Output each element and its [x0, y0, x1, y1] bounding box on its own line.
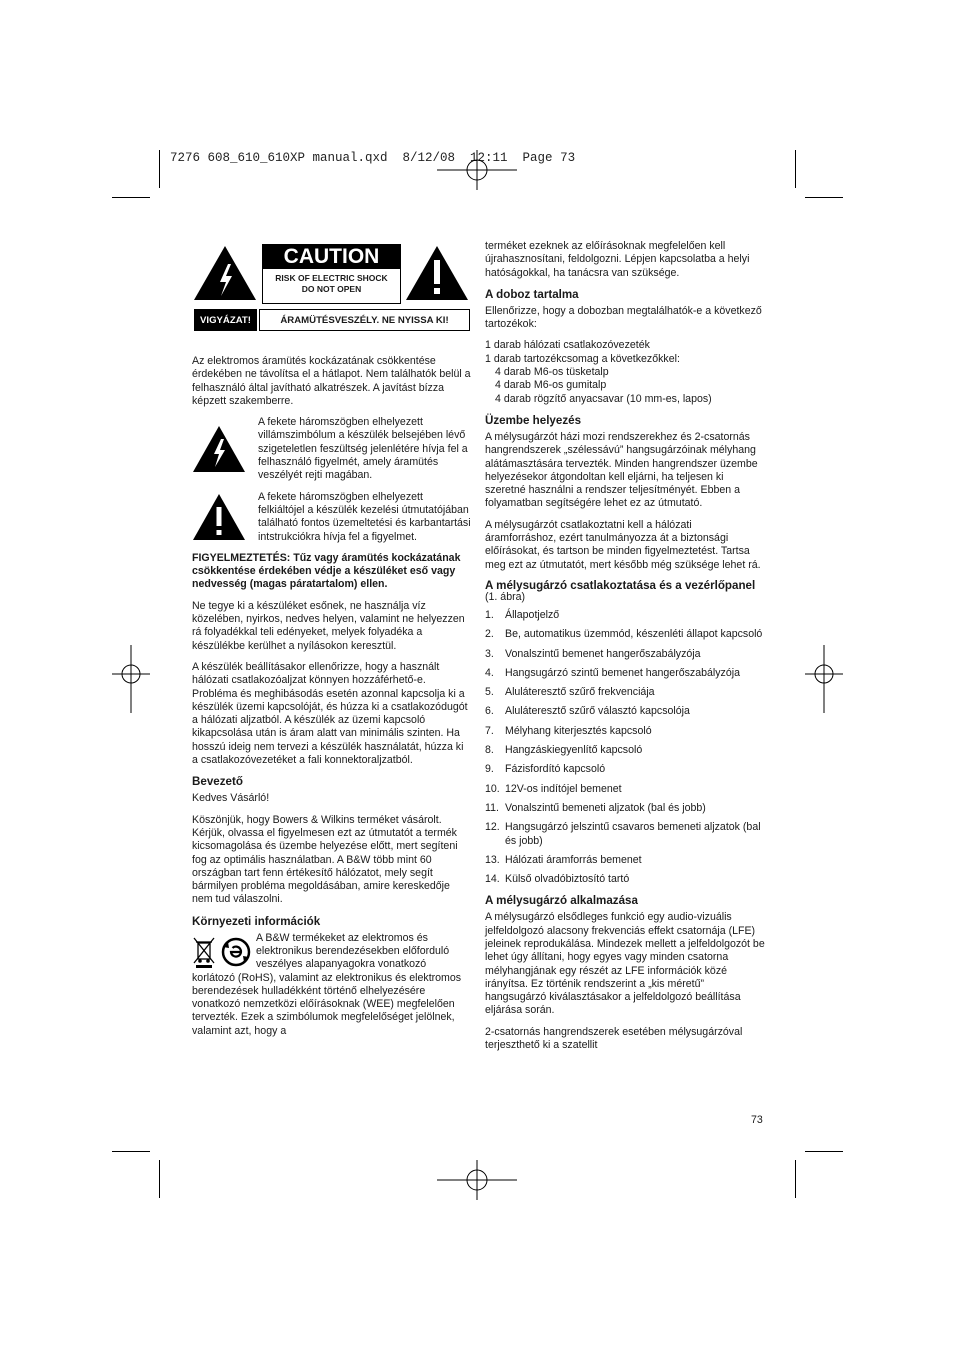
panel-figure-ref: (1. ábra): [485, 590, 526, 603]
list-item: 14. Külső olvadóbiztosító tartó: [485, 873, 630, 886]
list-item: 1. Állapotjelző: [485, 608, 560, 621]
exclamation-triangle-icon: [192, 493, 246, 541]
list-item: 4. Hangsugárzó szintű bemenet hangerőszabályzója: [485, 666, 740, 679]
list-item: 9. Fázisfordító kapcsoló: [485, 763, 606, 776]
setup-heading: Üzembe helyezés: [485, 413, 582, 427]
environment-section: [192, 932, 472, 1038]
registration-mark-bottom: [437, 1160, 517, 1200]
box-item: 1 darab hálózati csatlakozóvezeték: [485, 339, 650, 352]
list-item: 7. Mélyhang kiterjesztés kapcsoló: [485, 724, 652, 737]
greeting: Kedves Vásárló!: [192, 792, 270, 805]
list-item: 5. Aluláteresztő szűrő frekvenciája: [485, 686, 655, 699]
box-intro: Ellenőrizze, hogy a dobozban megtalálhatók-e a következő tartozékok:: [485, 304, 762, 331]
environment-continued: terméket ezeknek az előírásoknak megfelelően kell újrahasznosítani, feldolgozni. Lépjen kapcsolatba a helyi hatóságokkal, ha tanácsra van szüksége.: [485, 240, 750, 279]
lightning-explanation-text: A fekete háromszögben elhelyezett villámszimbólum a készülék belsejében lévő szigeteletlen feszültség jelenlétére hívja fel a felhasználó figyelmét, amely áramütés veszélyét rejti magában.: [258, 416, 468, 482]
water-warning: Ne tegye ki a készüléket esőnek, ne használja víz közelében, nyirkos, nedves helyen, valamint ne helyezzen rá folyadékkal teli edényeket, melyek folyadéka a készülékbe kerülhet a nyílásokon keresztül.: [192, 599, 465, 652]
list-item: 12. Hangsugárzó jelszintű csavaros bemeneti aljzatok (bal és jobb): [485, 821, 761, 847]
usage-heading: A mélysugárzó alkalmazása: [485, 894, 638, 908]
list-item: 11. Vonalszintű bemeneti aljzatok (bal és jobb): [485, 801, 706, 814]
exclamation-warning-icon: [404, 244, 470, 302]
usage-paragraph-1: A mélysugárzó elsődleges funkció egy audio-vizuális jelfeldolgozó alacsony frekvenciás effekt csatornája (LFE) jeleinek reprodukálása. Mindezek mellett a jelfeldolgozót be lehet úgy állítani, hogy egyes vagy minden csatorna mélyhangjának egy részét az LFE információk közé irányítsa. Ez történik rendszerint a „kis méretű” hangsugárzó kiválasztásakor a jelfeldolgozó beállítása eljárása során.: [485, 911, 765, 1017]
caution-label: [262, 244, 401, 304]
box-contents-heading: A doboz tartalma: [485, 287, 579, 301]
usage-paragraph-2: 2-csatornás hangrendszerek esetében mélysugárzóval terjeszthető ki a szatellit: [485, 1025, 743, 1052]
intro-heading: Bevezető: [192, 775, 243, 789]
environment-heading: Környezeti információk: [192, 914, 321, 928]
box-item: 4 darab M6-os gumitalp: [495, 379, 607, 392]
list-item: 10. 12V-os indítójel bemenet: [485, 782, 622, 795]
box-contents-list: [485, 339, 765, 405]
safety-intro: Az elektromos áramütés kockázatának csökkentése érdekében ne távolítsa el a hátlapot. Nem találhatók belül a felhasználó által javítható alkatrészek. A javítást bízza képzett szakemberre.: [192, 355, 471, 407]
list-item: 13. Hálózati áramforrás bemenet: [485, 853, 642, 866]
exclamation-explanation-text: A fekete háromszögben elhelyezett felkiáltójel a készülék kezelési útmutatójában található fontos üzemeltetési és karbantartási intstrukciókra hívja fel a figyelmet.: [258, 490, 471, 543]
caution-line-1: RISK OF ELECTRIC SHOCK: [275, 273, 388, 283]
exclamation-explanation: [192, 491, 472, 544]
recycling-e-icon: [220, 936, 252, 968]
left-column: [192, 355, 472, 1038]
thanks-paragraph: Köszönjük, hogy Bowers & Wilkins terméket vásárolt. Kérjük, olvassa el figyelmesen ezt az útmutatót a termék kicsomagolása és üzembe helyezése előtt, mert segíteni fog az optimális használatban. A B&W több mint 60 országban tart fenn értékesítő hálózatot, mely segít bármilyen probléma megoldásában, amire kereskedője nem tud válaszolni.: [192, 813, 458, 906]
list-item: 6. Aluláteresztő szűrő választó kapcsolója: [485, 705, 690, 718]
list-item: 3. Vonalszintű bemenet hangerőszabályzója: [485, 647, 701, 660]
page-number: 73: [751, 1114, 763, 1126]
setup-paragraph-1: A mélysugárzót házi mozi rendszerekhez és 2-csatornás hangrendszerek „szélessávú” hangsugárzóinak mélyhang alátámasztására tervezték. Minden hangrendszer üzembe helyezésekor átgondoltan kell eljárni, ha teljesen ki szeretné használni a rendszer teljesítményét. Ebben a folyamatban segítségére lehet ez az útmutató.: [485, 430, 758, 510]
caution-title: CAUTION: [263, 245, 400, 269]
right-column: [485, 240, 765, 1060]
registration-mark-top: [437, 150, 517, 190]
panel-list: [485, 609, 765, 886]
install-warning: A készülék beállításakor ellenőrizze, hogy a használt hálózati csatlakozóaljzat könnyen hozzáférhető-e. Probléma és meghibásodás esetén azonnal kapcsolja ki a készülék üzemi kapcsolóját, és húzza ki a csatlakozódugót a hálózati aljzatból. A készülék az üzemi kapcsoló kikapcsolása után is áram alatt van minimális szinten. Ha hosszú ideig nem tervezi a készülék használatát, húzza ki a csatlakozóvezetéket a fali konnektoraljzatból.: [192, 660, 468, 767]
lightning-explanation: [192, 416, 472, 482]
panel-heading-text: A mélysugárzó csatlakoztatása és a vezérlőpanel: [485, 578, 756, 592]
file-slug: 7276 608_610_610XP manual.qxd 8/12/08 12:11 Page 73: [170, 151, 576, 165]
fire-warning: FIGYELMEZTETÉS: Tűz vagy áramütés kockázatának csökkentése érdekében védje a készüléket eső vagy nedvesség (magas páratartalom) ellen.: [192, 551, 461, 591]
environment-text: A B&W termékeket az elektromos és elektronikus berendezésekben előforduló veszélyes alapanyagokra vonatkozó korlátozó (RoHS), valamint az elektronikus és elektromos berendezések hulladékként történő elhelyezésére vonatkozó nemzetközi előírásoknak (WEE) megfelelően tervezték. Ezek a szimbólumok megfelelőséget jelölnek, valamint azt, hogy a: [192, 931, 462, 1037]
caution-hungarian-bar: [194, 309, 470, 331]
weee-bin-icon: [192, 935, 216, 969]
box-item: 1 darab tartozékcsomag a következőkkel:: [485, 352, 680, 365]
box-item: 4 darab rögzítő anyacsavar (10 mm-es, lapos): [495, 392, 712, 405]
vigyazat-label: VIGYÁZAT!: [194, 309, 257, 331]
list-item: 2. Be, automatikus üzemmód, készenléti állapot kapcsoló: [485, 628, 763, 641]
registration-mark-right: [805, 645, 843, 713]
list-item: 8. Hangzáskiegyenlítő kapcsoló: [485, 744, 643, 757]
box-item: 4 darab M6-os tüsketalp: [495, 366, 609, 379]
panel-heading: [485, 580, 765, 603]
vigyazat-text: ÁRAMÜTÉSVESZÉLY. NE NYISSA KI!: [259, 309, 470, 331]
setup-paragraph-2: A mélysugárzót csatlakoztatni kell a hálózati áramforráshoz, ezért tanulmányozza át a biztonsági előírásokat, és tartson be minden figyelmeztetést. Tartsa meg ezt az útmutatót, mert később még szüksége lehet rá.: [485, 518, 761, 571]
caution-line-2: DO NOT OPEN: [301, 284, 362, 294]
lightning-warning-icon: [192, 244, 258, 302]
registration-mark-left: [112, 645, 150, 713]
lightning-triangle-icon: [192, 425, 246, 473]
